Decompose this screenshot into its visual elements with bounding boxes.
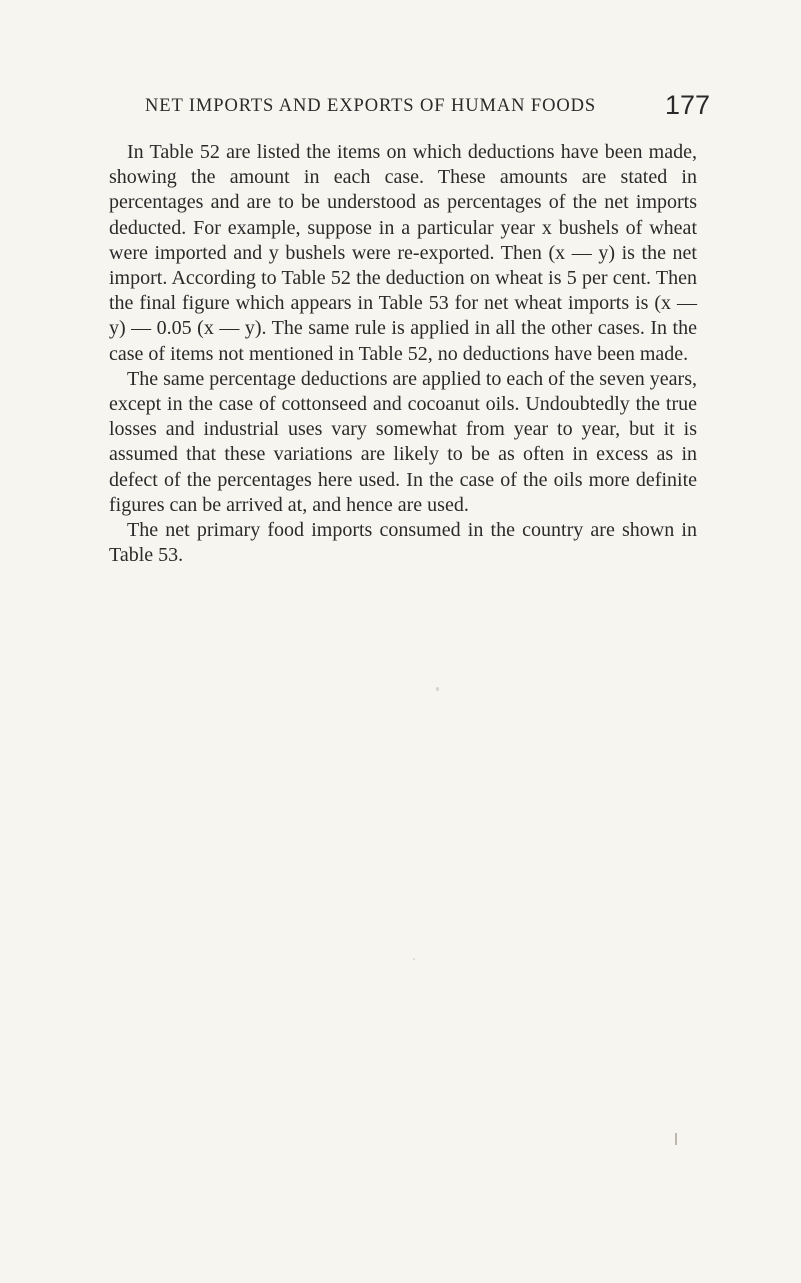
page-number: 177 bbox=[664, 90, 710, 120]
running-head bbox=[145, 92, 710, 122]
running-title: NET IMPORTS AND EXPORTS OF HUMAN FOODS bbox=[145, 96, 597, 116]
paper-speck bbox=[413, 958, 415, 960]
body-text bbox=[109, 140, 697, 568]
paragraph-deductions: In Table 52 are listed the items on which deductions have been made, showing the amount in each case. These amounts are stated in percentages and are to be understood as percentages of the net imports deducted. For example, suppose in a particular year x bushels of wheat were imported and y bushels were re-exported. Then (x — y) is the net import. According to Table 52 the deduction on wheat is 5 per cent. Then the final figure which appears in Table 53 for net wheat imports is (x — y) — 0.05 (x — y). The same rule is applied in all the other cases. In the case of items not mentioned in Table 52, no deductions have been made. bbox=[109, 141, 697, 365]
paragraph-percentages: The same percentage deductions are applied to each of the seven years, except in the case of cottonseed and cocoanut oils. Undoubtedly the true losses and industrial uses vary somewhat from year to year, but it is assumed that these variations are likely to be as often in excess as in defect of the percentages here used. In the case of the oils more definite figures can be arrived at, and hence are used. bbox=[109, 367, 697, 516]
paper-mark bbox=[675, 1133, 677, 1145]
paragraph-table-53: The net primary food imports consumed in the country are shown in Table 53. bbox=[109, 519, 697, 567]
paper-speck bbox=[436, 687, 439, 691]
